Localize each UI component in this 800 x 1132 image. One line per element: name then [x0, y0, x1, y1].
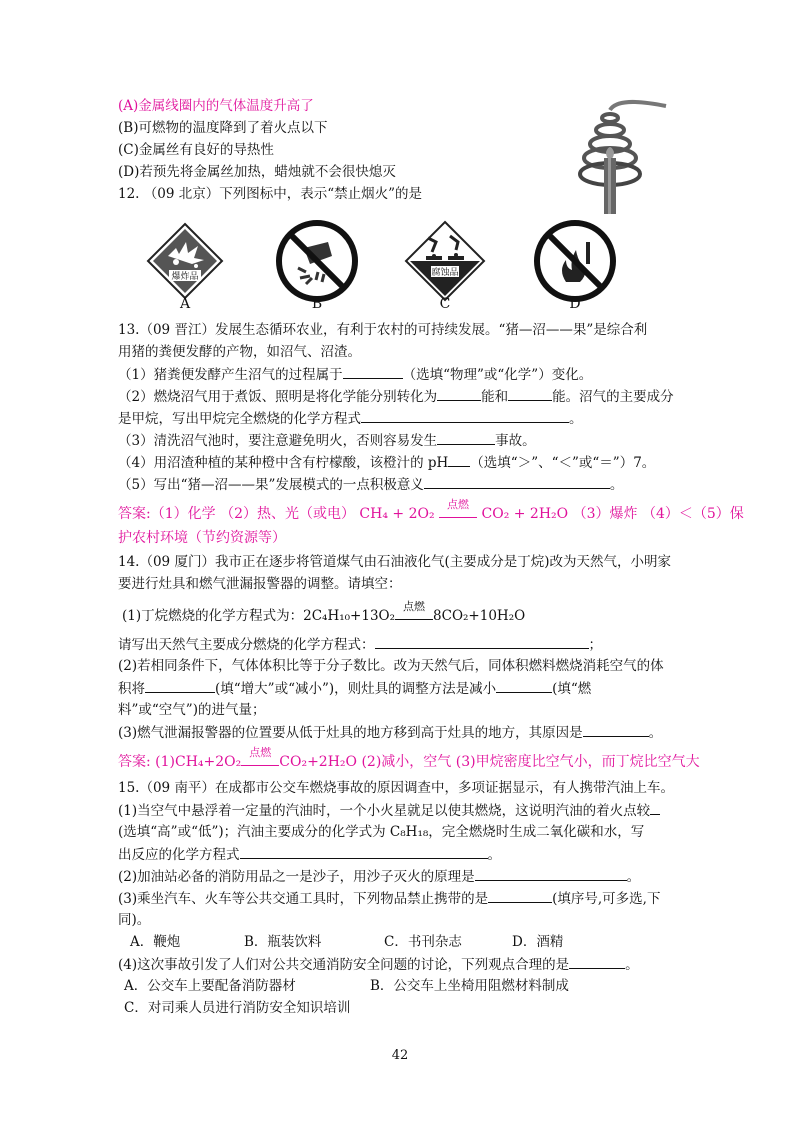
q13-answer-line1: 答案:（1）化学 （2）热、光（或电） CH₄ + 2O₂ 点燃 CO₂ + 2H₂O （3）爆炸 （4）＜（5）保: [118, 498, 744, 522]
q15-part3-line2: 同)。: [118, 912, 151, 928]
answer-blank[interactable]: [488, 888, 552, 903]
option-d: D．酒精: [512, 934, 564, 950]
q13-part2: （2）燃烧沼气用于煮饭、照明是将化学能分别转化为 能和 能。沼气的主要成分: [118, 386, 674, 407]
option-c: C．书刊杂志: [384, 934, 462, 950]
reaction-arrow: 点燃: [439, 507, 477, 518]
answer-blank[interactable]: [145, 678, 215, 693]
answer-blank[interactable]: [583, 722, 649, 737]
option-a: A．鞭炮: [130, 934, 181, 950]
q15-part3-line1: (3)乘坐汽车、火车等公共交通工具时，下列物品禁止携带的是 (填序号,可多选,下: [118, 888, 660, 909]
q11-option-a: (A)金属线圈内的气体温度升高了: [118, 98, 314, 114]
q13-answer-line2: 护农村环境（节约资源等）: [118, 530, 286, 546]
page-number: 42: [391, 1048, 409, 1063]
q15-part4-options: [124, 976, 569, 996]
option-b: B．公交车上坐椅用阻燃材料制成: [370, 978, 569, 994]
answer-blank[interactable]: [361, 408, 569, 423]
answer-blank[interactable]: [475, 866, 627, 881]
q14-part2-line3: 料”或“空气”)的进气量；: [118, 702, 266, 718]
q14-part3: (3)燃气泄漏报警器的位置要从低于灶具的地方移到高于灶具的地方，其原因是 。: [118, 722, 662, 743]
corrosive-sign-label: 腐蚀品: [431, 268, 459, 278]
no-fireworks-sign-icon: [276, 220, 358, 302]
q11-option-b: (B)可燃物的温度降到了着火点以下: [118, 120, 328, 136]
q11-option-c: (C)金属丝有良好的导热性: [118, 142, 274, 158]
q15-part4-option-c: C．对司乘人员进行消防安全知识培训: [124, 1000, 351, 1016]
answer-blank[interactable]: [508, 386, 552, 401]
answer-blank[interactable]: [496, 678, 552, 693]
q13-part3: （3）清洗沼气池时，要注意避免明火，否则容易发生 事故。: [118, 430, 536, 451]
q14-part1-equation: (1)丁烷燃烧的化学方程式为：2C₄H₁₀+13O₂ 点燃 8CO₂+10H₂O: [122, 600, 526, 624]
q12-caption-a: A: [179, 296, 191, 312]
q12-stem: 12. （09 北京）下列图标中，表示“禁止烟火”的是: [118, 186, 423, 202]
q12-caption-d: D: [569, 296, 581, 312]
metal-coil-candle-illustration: [566, 96, 670, 216]
q13-part4: （4）用沼渣种植的某种橙中含有柠檬酸，该橙汁的 pH （选填“＞”、“＜”或“＝”）7。: [118, 452, 655, 473]
q15-part3-options: [130, 932, 563, 952]
answer-blank[interactable]: [650, 800, 660, 815]
answer-blank[interactable]: [437, 386, 481, 401]
answer-blank[interactable]: [448, 452, 470, 467]
q11-option-d: (D)若预先将金属丝加热，蜡烛就不会很快熄灭: [118, 164, 396, 180]
q14-part2-line1: (2)若相同条件下，气体体积比等于分子数比。改为天然气后，同体积燃料燃烧消耗空气的体: [118, 658, 664, 674]
reaction-arrow: 点燃: [241, 755, 279, 766]
q12-caption-b: B: [311, 296, 323, 312]
q13-part1: （1）猪粪便发酵产生沼气的过程属于 （选填“物理”或“化学”）变化。: [118, 364, 592, 385]
explosive-sign-label: 爆炸品: [171, 272, 199, 282]
option-b: B．瓶装饮料: [244, 934, 322, 950]
q15-part1-line3: 出反应的化学方程式 。: [118, 844, 501, 865]
answer-blank[interactable]: [240, 844, 488, 859]
answer-blank[interactable]: [424, 474, 610, 489]
explosive-sign-icon: [146, 222, 224, 300]
q15-stem: 15.（09 南平）在成都市公交车燃烧事故的原因调查中，多项证据显示，有人携带汽油上车。: [118, 780, 674, 796]
q13-part5: （5）写出“猪—沼——果”发展模式的一点积极意义 。: [118, 474, 623, 495]
q12-caption-c: C: [439, 296, 451, 312]
q15-part1-line1: (1)当空气中悬浮着一定量的汽油时，一个小火星就足以使其燃烧，这说明汽油的着火点较: [118, 800, 660, 821]
answer-blank[interactable]: [569, 954, 625, 969]
answer-blank[interactable]: [343, 364, 403, 379]
q14-part1-question: 请写出天然气主要成分燃烧的化学方程式： ；: [118, 634, 602, 655]
q15-part4: (4)这次事故引发了人们对公共交通消防安全问题的讨论，下列观点合理的是 。: [118, 954, 639, 975]
q14-stem-line2: 要进行灶具和燃气泄漏报警器的调整。请填空：: [118, 576, 402, 592]
q14-answer: 答案: (1)CH₄+2O₂ 点燃 CO₂+2H₂O (2)减小，空气 (3)甲烷密度比空气小，而丁烷比空气大: [118, 746, 700, 770]
no-open-flame-sign-icon: [534, 220, 616, 302]
answer-blank[interactable]: [375, 634, 589, 649]
q14-stem-line1: 14.（09 厦门）我市正在逐步将管道煤气由石油液化气(主要成分是丁烷)改为天然气，小明家: [118, 554, 671, 570]
q13-part2-cont: 是甲烷，写出甲烷完全燃烧的化学方程式 。: [118, 408, 583, 429]
q13-stem-line2: 用猪的粪便发酵的产物，如沼气、沼渣。: [118, 344, 361, 360]
q14-part2-line2: 积将 (填“增大”或“减小”)，则灶具的调整方法是减小 (填“燃: [118, 678, 591, 699]
answer-blank[interactable]: [437, 430, 495, 445]
corrosive-sign-icon: [404, 220, 486, 302]
q15-part1-line2: (选填“高”或“低”)；汽油主要成分的化学式为 C₈H₁₈，完全燃烧时生成二氧化碳和水，写: [118, 824, 645, 840]
q13-stem-line1: 13.（09 晋江）发展生态循环农业，有利于农村的可持续发展。“猪—沼——果”是综合利: [118, 322, 648, 338]
q15-part2: (2)加油站必备的消防用品之一是沙子，用沙子灭火的原理是 。: [118, 866, 640, 887]
option-a: A．公交车上要配备消防器材: [124, 978, 296, 994]
reaction-arrow: 点燃: [395, 609, 433, 620]
